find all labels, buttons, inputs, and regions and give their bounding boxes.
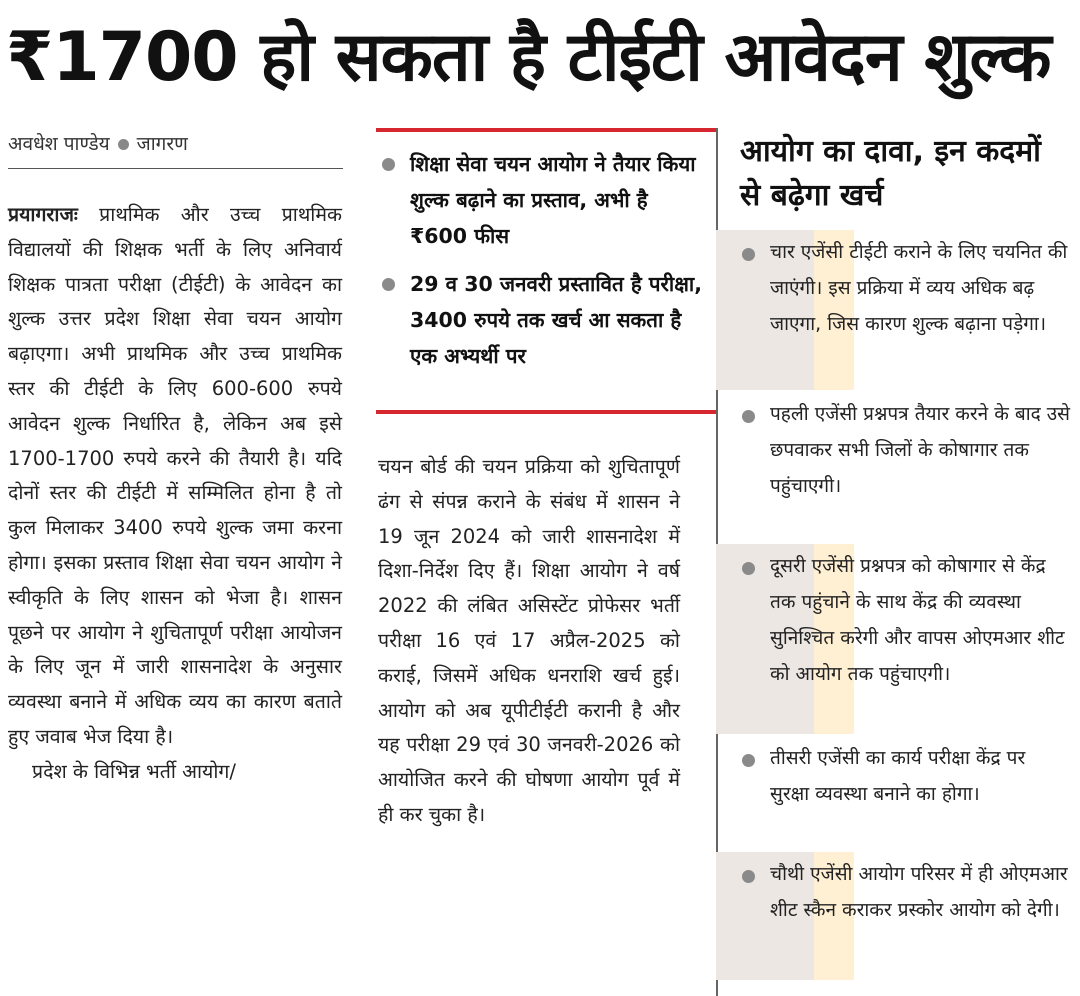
sidebar-item [716, 392, 1078, 542]
byline [8, 130, 343, 169]
sidebar-item-text: चौथी एजेंसी आयोग परिसर में ही ओएमआर शीट स्कैन कराकर प्रस्कोर आयोग को देगी। [770, 863, 1068, 921]
article-para-1-text: प्राथमिक और उच्च प्राथमिक विद्यालयों की शिक्षक भर्ती के लिए अनिवार्य शिक्षक पात्रता परीक्षा (टीईटी) के आवेदन का शुल्क उत्तर प्रदेश शिक्षा सेवा चयन आयोग बढ़ाएगा। अभी प्राथमिक और उच्च प्राथमिक स्तर की टीईटी के लिए 600-600 रुपये आवेदन शुल्क निर्धारित है, लेकिन अब इसे 1700-1700 रुपये करने की तैयारी है। यदि दोनों स्तर की टीईटी में सम्मिलित होना है तो कुल मिलाकर 3400 रुपये शुल्क जमा करना होगा। इसका प्रस्ताव शिक्षा सेवा चयन आयोग ने स्वीकृति के लिए शासन को भेजा है। शासन पूछने पर आयोग ने शुचितापूर्ण परीक्षा आयोजन के लिए जून में जारी शासनादेश के अनुसार व्यवस्था बनाने में अधिक व्यय का कारण बताते हुए जवाब भेज दिया है। [8, 203, 342, 748]
highlight-item [380, 266, 706, 374]
dateline: प्रयागराजः [8, 203, 78, 226]
bullet-icon [742, 410, 755, 423]
sidebar-item [716, 544, 1078, 734]
sidebar-item-text: पहली एजेंसी प्रश्नपत्र तैयार करने के बाद उसे छपवाकर सभी जिलों के कोषागार तक पहुंचाएगी। [770, 403, 1071, 497]
article-para-1 [8, 198, 342, 755]
sidebar-item-text: तीसरी एजेंसी का कार्य परीक्षा केंद्र पर सुरक्षा व्यवस्था बनाने का होगा। [770, 747, 1026, 805]
sidebar-item-text: दूसरी एजेंसी प्रश्नपत्र को कोषागार से केंद्र तक पहुंचाने के साथ केंद्र की व्यवस्था सुनिश्चित करेगी और वापस ओएमआर शीट को आयोग तक पहुंचाएगी। [770, 555, 1065, 685]
sidebar-item [716, 736, 1078, 850]
highlights-bottom-rule [376, 410, 716, 414]
highlight-text: 29 व 30 जनवरी प्रस्तावित है परीक्षा, 3400 रुपये तक खर्च आ सकता है एक अभ्यर्थी पर [410, 272, 703, 368]
byline-publication: जागरण [136, 133, 188, 155]
highlight-text: शिक्षा सेवा चयन आयोग ने तैयार किया शुल्क बढ़ाने का प्रस्ताव, अभी है ₹600 फीस [410, 152, 696, 248]
highlights-top-rule [376, 128, 716, 132]
highlight-item [380, 146, 706, 254]
headline: ₹1700 हो सकता है टीईटी आवेदन शुल्क [6, 18, 1051, 97]
highlights-list [380, 146, 706, 386]
article-para-2-start: प्रदेश के विभिन्न भर्ती आयोग/ [32, 759, 236, 783]
bullet-icon [382, 158, 395, 171]
bullet-icon [742, 248, 755, 261]
sidebar-heading: आयोग का दावा, इन कदमों से बढ़ेगा खर्च [740, 134, 1041, 213]
bullet-icon [382, 278, 395, 291]
sidebar-item [716, 852, 1078, 980]
article-column-2: चयन बोर्ड की चयन प्रक्रिया को शुचितापूर्ण ढंग से संपन्न कराने के संबंध में शासन ने 19 जून 2024 को जारी शासनादेश में दिशा-निर्देश दिए हैं। शिक्षा आयोग ने वर्ष 2022 की लंबित असिस्टेंट प्रोफेसर भर्ती परीक्षा 16 एवं 17 अप्रैल-2025 को कराई, जिसमें अधिक धनराशि खर्च हुई। आयोग को अब यूपीटीईटी करानी है और यह परीक्षा 29 एवं 30 जनवरी-2026 को आयोजित करने की घोषणा आयोग पूर्व में ही कर चुका है। [378, 455, 680, 826]
bullet-icon [742, 870, 755, 883]
byline-dot-icon [118, 139, 129, 150]
byline-author: अवधेश पाण्डेय [8, 133, 110, 155]
article-column-1 [8, 198, 342, 790]
sidebar-item-text: चार एजेंसी टीईटी कराने के लिए चयनित की जाएंगी। इस प्रक्रिया में व्यय अधिक बढ़ जाएगा, जिस कारण शुल्क बढ़ाना पड़ेगा। [770, 241, 1068, 335]
sidebar-item [716, 230, 1078, 390]
bullet-icon [742, 754, 755, 767]
bullet-icon [742, 562, 755, 575]
